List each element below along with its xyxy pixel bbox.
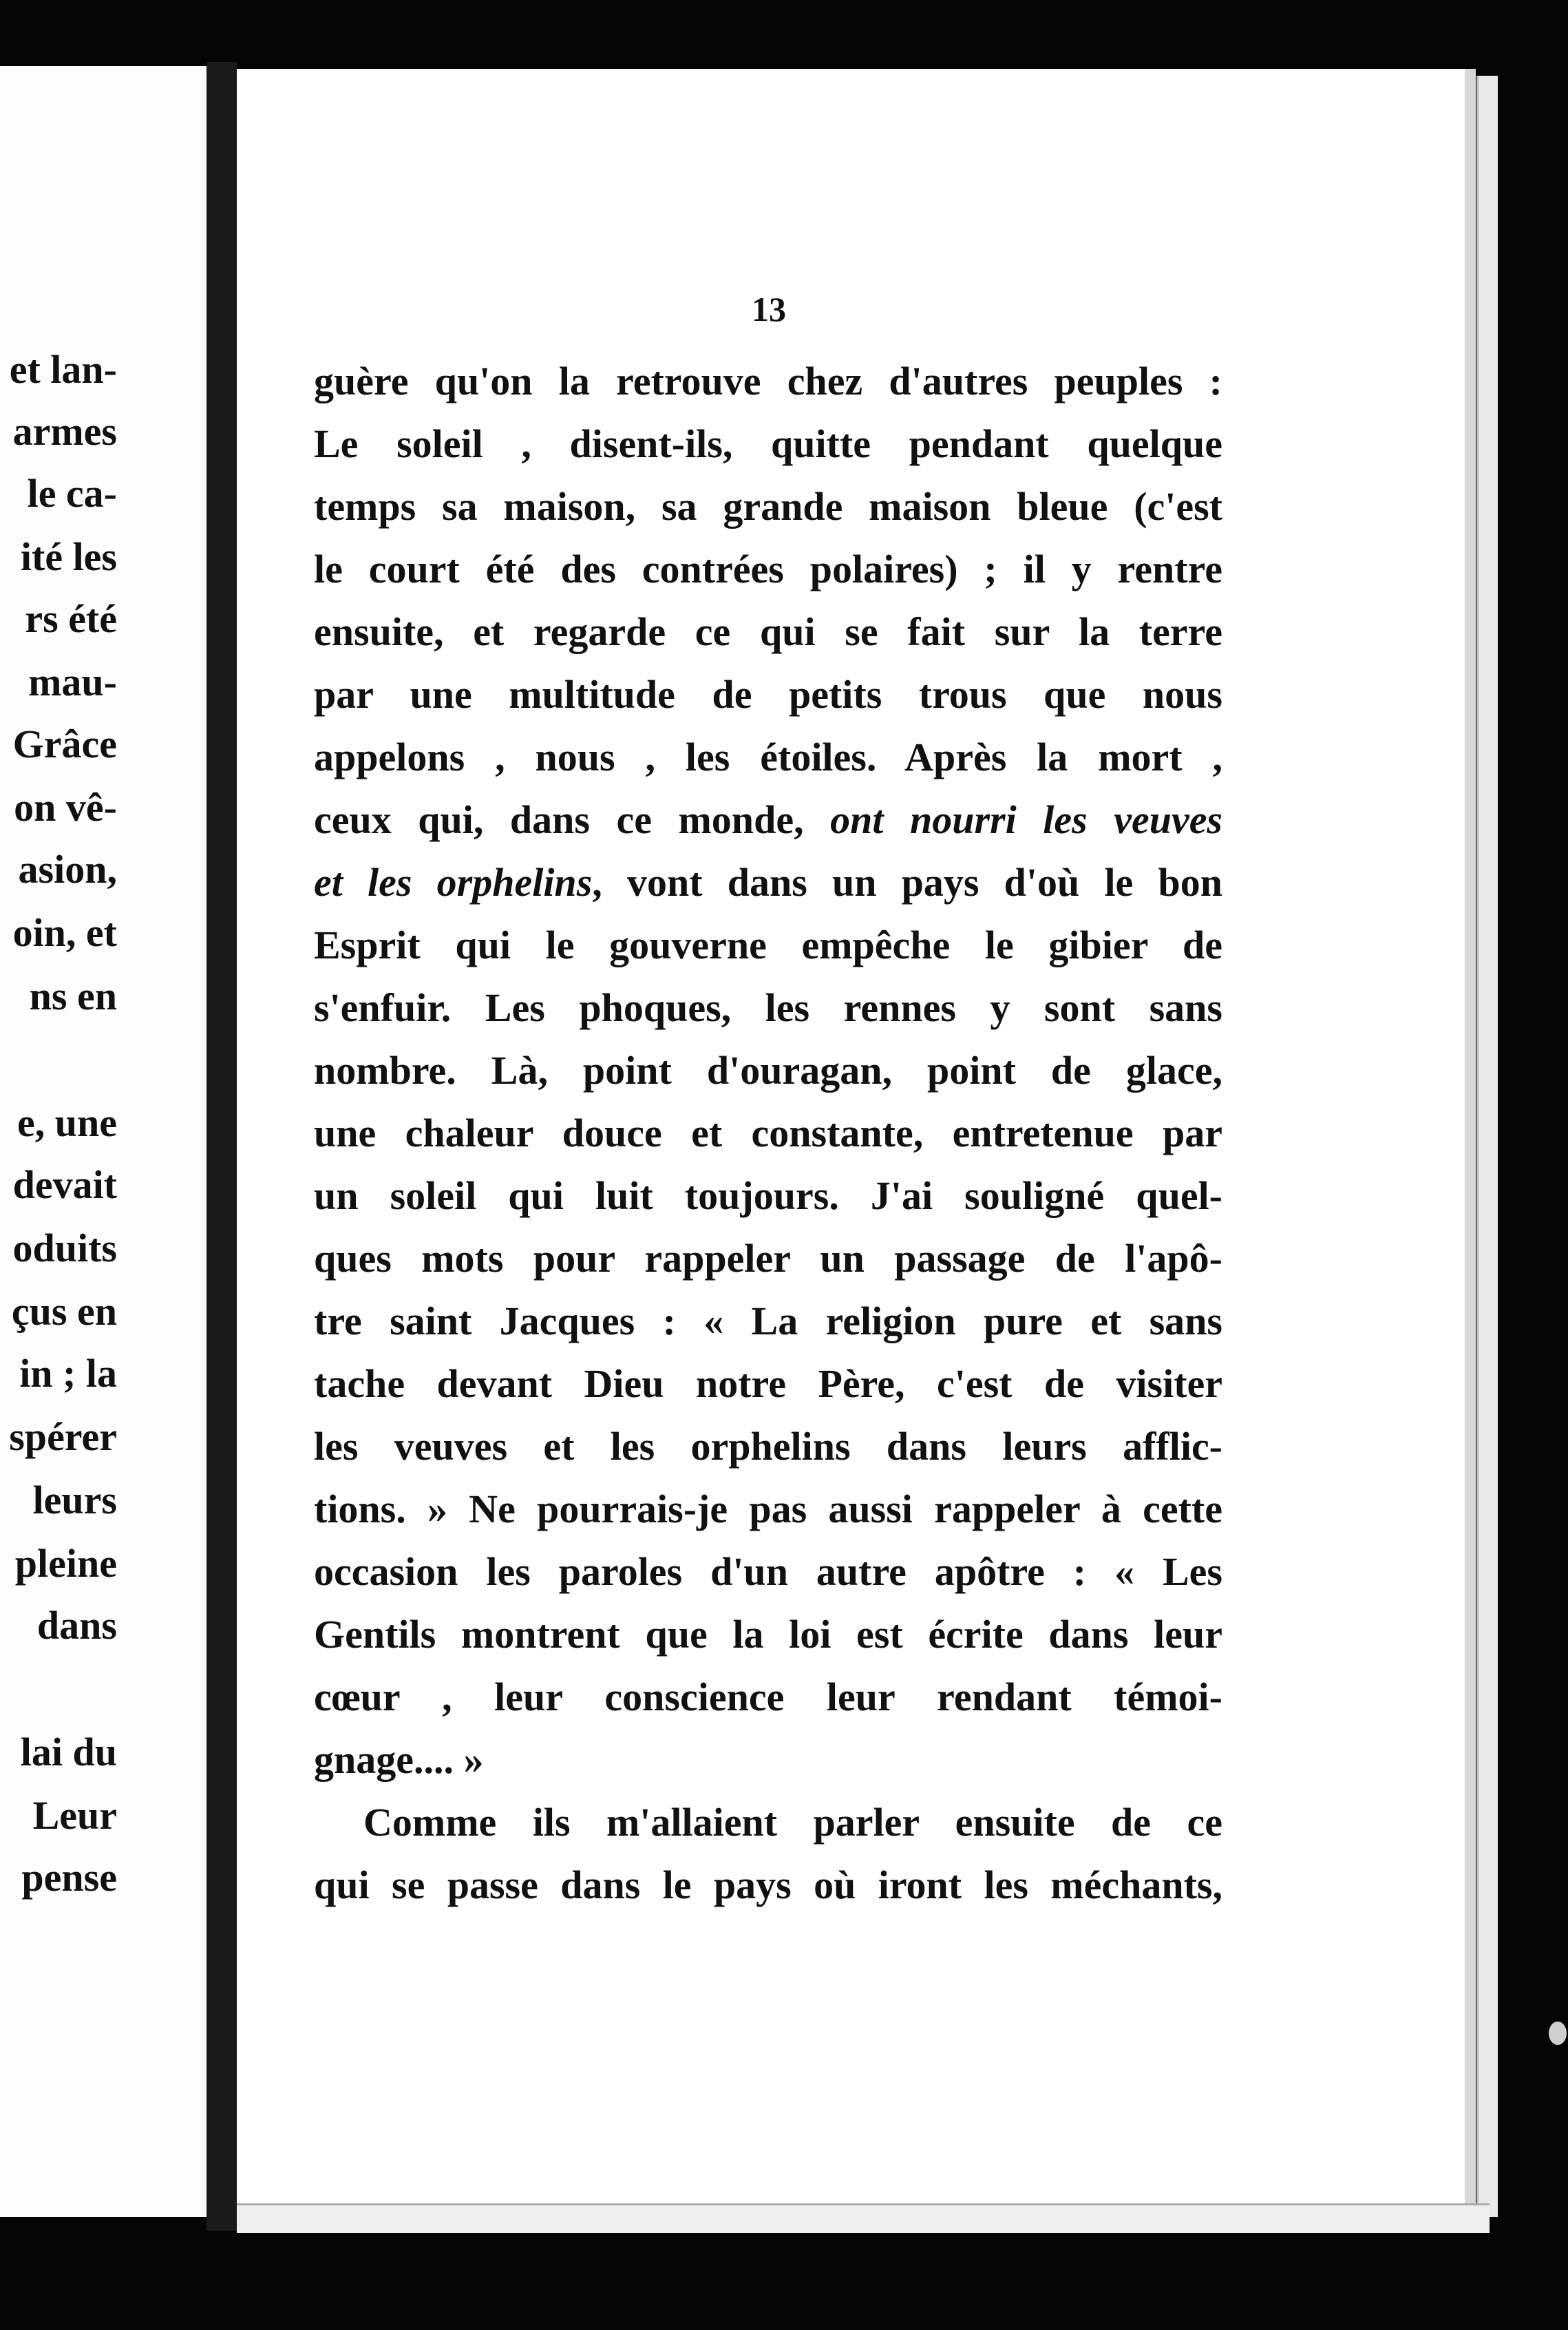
previous-page-line: mau- [28,660,117,704]
previous-page-line: e, une [17,1100,117,1145]
page-bottom-edge [237,2203,1490,2233]
previous-page-line: ns en [29,974,117,1018]
page-edge [1476,76,1498,2217]
body-line: tions. » Ne pourrais-je pas aussi rappeler à cette [314,1487,1222,1531]
body-line: ensuite, et regarde ce qui se fait sur la terre [314,609,1222,654]
body-line: Gentils montrent que la loi est écrite dans leur [314,1612,1222,1657]
body-line: nombre. Là, point d'ouragan, point de glace, [314,1048,1222,1093]
previous-page-line: et lan- [9,347,117,392]
previous-page-line: rs été [25,596,117,641]
body-line: Le soleil , disent-ils, quitte pendant quelque [314,421,1222,466]
scanner-marker [1549,2022,1567,2045]
body-line: Comme ils m'allaient parler ensuite de ce [363,1800,1222,1845]
previous-page-line: leurs [32,1478,117,1522]
previous-page-line: dans [36,1603,117,1648]
book-gutter [206,62,237,2231]
body-line: tache devant Dieu notre Père, c'est de visiter [314,1361,1222,1406]
previous-page-line: pleine [14,1541,117,1586]
previous-page-line: lai du [20,1730,117,1774]
body-line: occasion les paroles d'un autre apôtre : « Les [314,1549,1222,1594]
body-line: s'enfuir. Les phoques, les rennes y sont sans [314,985,1222,1030]
previous-page-line: devait [12,1162,117,1207]
body-line: par une multitude de petits trous que nous [314,672,1222,717]
previous-page-line: Grâce [12,722,117,766]
body-line-text: , vont dans un pays d'où le bon [592,860,1222,905]
previous-page-line: armes [12,409,117,454]
body-line: cœur , leur conscience leur rendant témoi- [314,1675,1222,1719]
body-line: gnage.... » [314,1737,484,1782]
previous-page-line: spérer [9,1414,117,1459]
previous-page-line: Leur [32,1793,117,1838]
body-line-italic: et les orphelins [314,860,593,905]
previous-page-line: çus en [11,1289,117,1334]
body-line: guère qu'on la retrouve chez d'autres peuples : [314,359,1222,403]
body-line-text: ceux qui, dans ce monde, [314,797,831,842]
page-number: 13 [752,290,786,328]
body-line: qui se passe dans le pays où iront les méchants, [314,1862,1222,1907]
previous-page-line: on vê- [14,785,117,830]
previous-page-line: oin, et [12,910,117,955]
body-line: un soleil qui luit toujours. J'ai souligné quel- [314,1173,1222,1218]
body-line: les veuves et les orphelins dans leurs afflic- [314,1424,1222,1469]
body-line: appelons , nous , les étoiles. Après la mort , [314,735,1222,779]
previous-page-line: le ca- [27,471,117,516]
body-line: une chaleur douce et constante, entretenue par [314,1111,1222,1155]
body-line: temps sa maison, sa grande maison bleue (c'est [314,484,1222,529]
page-body-text [314,350,1222,1916]
body-line: tre saint Jacques : « La religion pure et sans [314,1299,1222,1343]
previous-page-line: asion, [18,847,117,892]
previous-page-line: oduits [12,1226,117,1270]
body-line: ques mots pour rappeler un passage de l'apô- [314,1236,1222,1281]
previous-page-line: in ; la [19,1351,117,1396]
body-line: Esprit qui le gouverne empêche le gibier de [314,923,1222,967]
body-line [314,788,1222,851]
body-line [314,851,1222,914]
previous-page-line: ité les [20,534,117,579]
previous-page-line: pense [21,1855,117,1900]
body-line: le court été des contrées polaires) ; il y rentre [314,547,1222,591]
previous-page-fragment [0,66,206,2217]
body-line-italic: ont nourri les veuves [830,797,1223,842]
